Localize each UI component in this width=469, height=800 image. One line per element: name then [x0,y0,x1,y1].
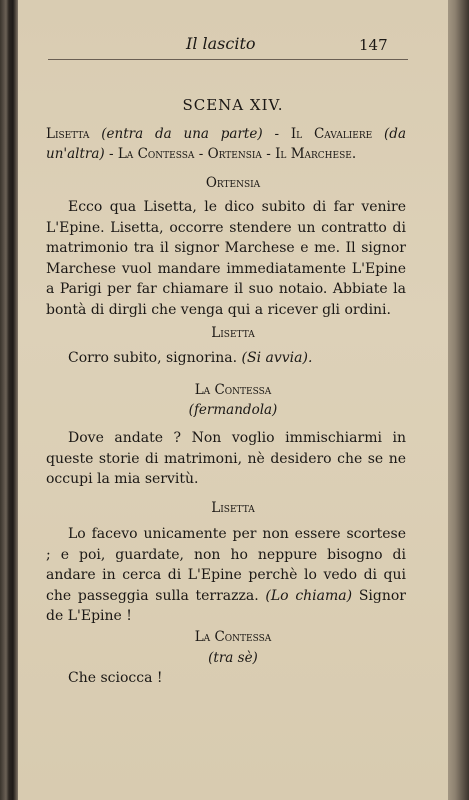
stage-direction: (fermandola) [188,402,278,418]
character-contessa: La Contessa [117,146,195,162]
dialogue-line [46,524,406,627]
scene-stage-direction [46,124,406,164]
stage-end: . [351,146,357,162]
dialogue-text: Ecco qua Lisetta, le dico subito di far venire L'Epine. Lisetta, occorre stendere un contratto di matrimonio tra il signor Marchese e me. Il signor Marchese vuol mandare immediatamente L'Epine a Parigi per far chiamare il suo notaio. Abbiate la bontà di dirgli che venga qui a ricever gli ordini. [46,199,406,318]
character-lisetta: Lisetta [46,126,90,142]
speaker-name: Lisetta [211,500,255,516]
dialogue-text: Lo facevo unicamente per non essere scortese ; e poi, guardate, non ho neppure bisogno di andare in cerca di L'Epine perchè lo vedo di qui che passeggia sulla terrazza. [46,526,406,604]
character-ortensia: Ortensia [207,146,262,162]
book-page [18,0,448,800]
character-cavaliere: Il Cavaliere [290,126,373,142]
speaker-name: Lisetta [211,325,255,341]
speaker-name: La Contessa [194,629,272,645]
header-rule [48,59,408,60]
direction-2: (da un'altra) [46,126,406,162]
stage-direction: (tra sè) [208,650,258,666]
separator: - [104,146,118,162]
stage-direction: (Lo chiama) [265,587,353,604]
dialogue-text: Che sciocca ! [68,670,163,686]
dialogue-text: Corro subito, signorina. [68,350,238,366]
separator: - [261,146,276,162]
page-header [18,34,448,64]
speaker-name: Ortensia [205,175,261,191]
stage-direction: (Si avvia). [241,350,313,366]
running-title: Il lascito [186,34,256,53]
speaker-name: La Contessa [194,382,272,398]
dialogue-line [46,348,406,369]
separator: - [262,126,291,142]
scene-title: SCENA XIV. [182,96,284,114]
dialogue-text: Dove andate ? Non voglio immischiarmi in queste storie di matrimoni, nè desidero che se ne occupi la mia servitù. [46,430,406,487]
character-marchese: Il Marchese [275,146,352,162]
page-number: 147 [359,36,388,54]
direction-1: (entra da una parte) [101,126,263,142]
separator: - [194,146,208,162]
dialogue-text: Signor de L'Epine ! [46,587,406,624]
